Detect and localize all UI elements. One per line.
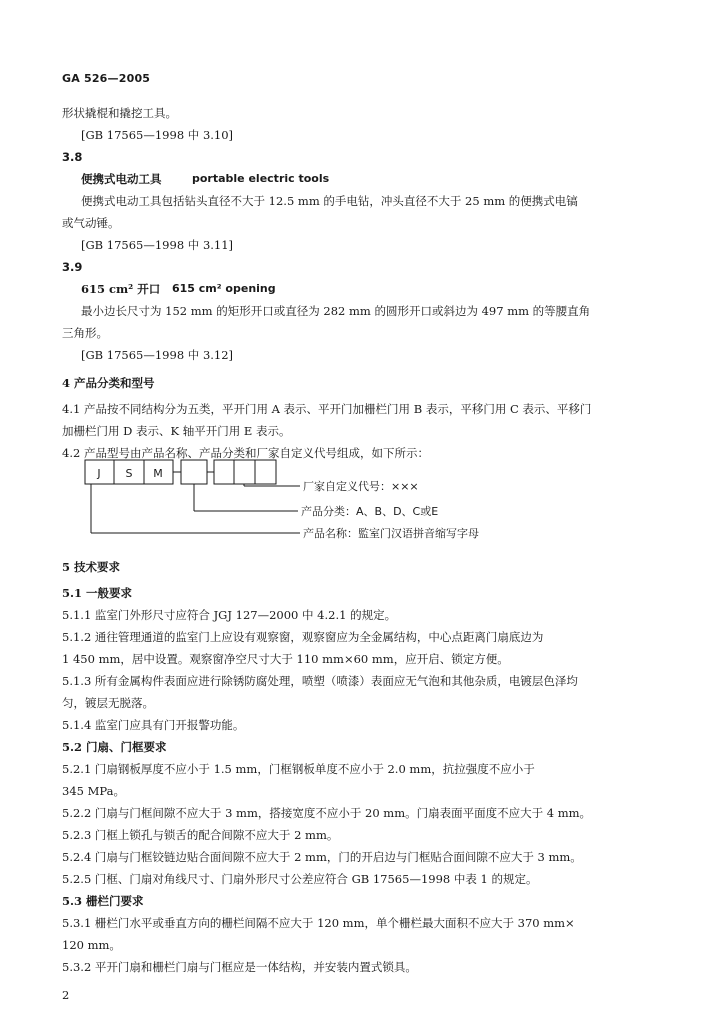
- section-number: 3.9: [62, 260, 83, 274]
- body-line: 最小边长尺寸为 152 mm 的矩形开口或直径为 282 mm 的圆形开口或斜边为 497 mm 的等腰直角: [81, 304, 591, 318]
- label-custom-code: 厂家自定义代号：×××: [303, 480, 419, 493]
- label-product-class: 产品分类：A、B、D、C或E: [301, 505, 439, 518]
- subsection-heading: 5.1 一般要求: [62, 586, 133, 600]
- term-title-cn: 便携式电动工具: [81, 172, 162, 186]
- clause: 120 mm。: [62, 938, 121, 952]
- clause: 5.2.1 门扇钢板厚度不应小于 1.5 mm，门框钢板单度不应小于 2.0 mm，抗拉强度不应小于: [62, 762, 535, 776]
- clause: 4.2 产品型号由产品名称、产品分类和厂家自定义代号组成，如下所示：: [62, 446, 429, 460]
- body-line: 或气动锤。: [62, 216, 120, 230]
- document-id: GA 526—2005: [62, 72, 151, 85]
- term-title-en: 615 cm² opening: [172, 282, 276, 295]
- body-line: 三角形。: [62, 326, 108, 340]
- clause: 5.2.3 门框上锁孔与锁舌的配合间隙不应大于 2 mm。: [62, 828, 339, 842]
- subsection-heading: 5.3 栅栏门要求: [62, 894, 144, 908]
- section-heading: 4 产品分类和型号: [62, 376, 155, 390]
- reference: [GB 17565—1998 中 3.10]: [81, 128, 234, 142]
- term-title-cn: 615 cm² 开口: [81, 282, 161, 296]
- page-number: 2: [62, 988, 70, 1002]
- clause: 5.2.4 门扇与门框铰链边贴合面间隙不应大于 2 mm，门的开启边与门框贴合面间隙不应大于 3 mm。: [62, 850, 582, 864]
- clause: 5.1.2 通往管理通道的监室门上应设有观察窗，观察窗应为全金属结构，中心点距离门扇底边为: [62, 630, 544, 644]
- clause: 5.1.4 监室门应具有门开报警功能。: [62, 718, 245, 732]
- clause: 1 450 mm，居中设置。观察窗净空尺寸大于 110 mm×60 mm，应开启、锁定方便。: [62, 652, 509, 666]
- box-letter-j: J: [97, 467, 101, 480]
- section-heading: 5 技术要求: [62, 560, 121, 574]
- section-number: 3.8: [62, 150, 83, 164]
- clause: 345 MPa。: [62, 784, 125, 798]
- body-line: 便携式电动工具包括钻头直径不大于 12.5 mm 的手电钻，冲头直径不大于 25 mm 的便携式电镐: [81, 194, 578, 208]
- clause: 5.1.1 监室门外形尺寸应符合 JGJ 127—2000 中 4.2.1 的规定。: [62, 608, 397, 622]
- clause: 5.2.2 门扇与门框间隙不应大于 3 mm，搭接宽度不应小于 20 mm。门扇表面平面度不应大于 4 mm。: [62, 806, 592, 820]
- box-letter-m: M: [153, 467, 163, 480]
- clause: 5.3.1 栅栏门水平或垂直方向的栅栏间隔不应大于 120 mm，单个栅栏最大面积不应大于 370 mm×: [62, 916, 575, 930]
- label-product-name: 产品名称：監室门汉语拼音缩写字母: [303, 527, 479, 540]
- subsection-heading: 5.2 门扇、门框要求: [62, 740, 167, 754]
- clause: 5.2.5 门框、门扇对角线尺寸、门扇外形尺寸公差应符合 GB 17565—1998 中表 1 的规定。: [62, 872, 538, 886]
- term-title-en: portable electric tools: [192, 172, 330, 185]
- clause: 加栅栏门用 D 表示、K 轴平开门用 E 表示。: [62, 424, 291, 438]
- clause: 4.1 产品按不同结构分为五类，平开门用 A 表示、平开门加栅栏门用 B 表示，平移门用 C 表示、平移门: [62, 402, 592, 416]
- reference: [GB 17565—1998 中 3.11]: [81, 238, 234, 252]
- clause: 匀，镀层无脱落。: [62, 696, 154, 710]
- box-letter-s: S: [125, 467, 133, 480]
- model-code-diagram: [0, 447, 717, 557]
- body-line: 形状撬棍和撬挖工具。: [62, 106, 177, 120]
- clause: 5.1.3 所有金属构件表面应进行除锈防腐处理，喷塑（喷漆）表面应无气泡和其他杂质，电镀层色泽均: [62, 674, 578, 688]
- clause: 5.3.2 平开门扇和栅栏门扇与门框应是一体结构，并安装内置式锁具。: [62, 960, 417, 974]
- reference: [GB 17565—1998 中 3.12]: [81, 348, 234, 362]
